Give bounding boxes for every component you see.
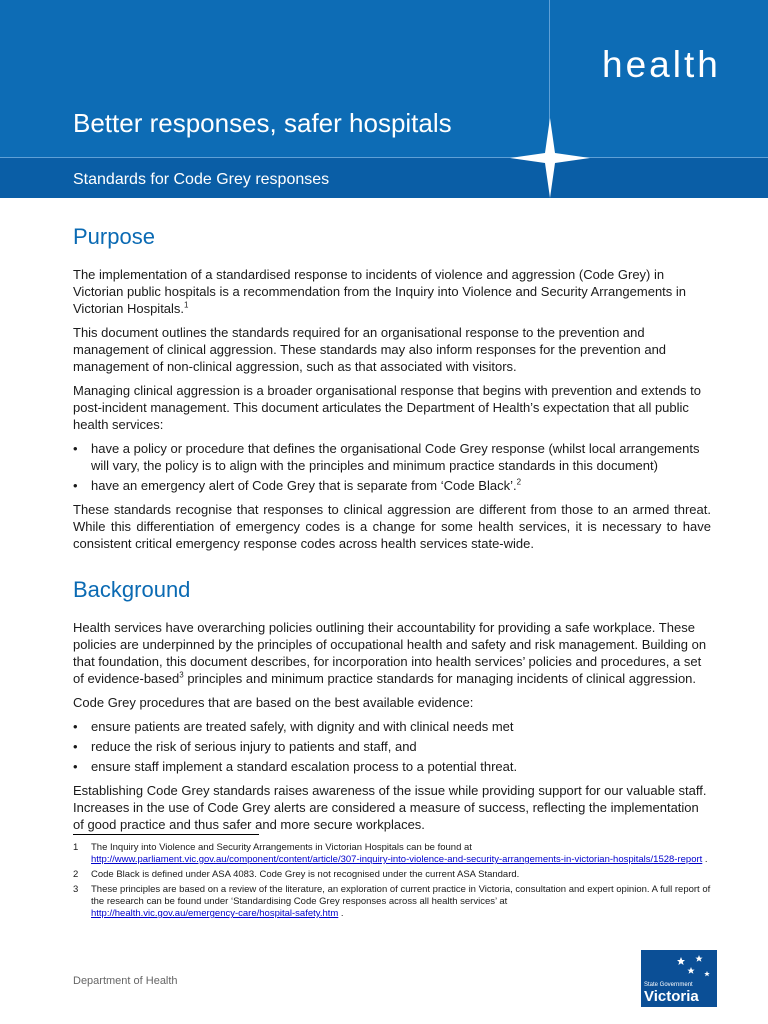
main-content [73,220,711,840]
document-title: Better responses, safer hospitals [73,108,452,138]
footnote-2: 2 Code Black is defined under ASA 4083. Code Grey is not recognised under the current ASA Standard. [73,869,520,880]
list-item: • reduce the risk of serious injury to patients and staff, and [73,738,711,755]
background-list [73,718,711,775]
footnote-1: 1 The Inquiry into Violence and Security Arrangements in Victorian Hospitals can be found at http://www.parliament.vic.gov.au/component/content/article/307-inquiry-into-violence-and-security-arrangements-in-victorian-hospitals/1528-report . [73,842,708,865]
footnote-3: 3 These principles are based on a review of the literature, an exploration of current practice in Victoria, consultation and expert opinion. A full report of the research can be found under ‘Standardising Code Grey responses across all health services’ at http://health.vic.gov.au/emergency-care/hospital-safety.htm . [73,884,711,919]
list-item: • have an emergency alert of Code Grey that is separate from ‘Code Black’.$^2$ [73,477,711,494]
footnotes [73,842,711,923]
purpose-paragraph-2: This document outlines the standards required for an organisational response to the prevention and management of clinical aggression. These standards may also inform responses for the prevention and management of non-clinical aggression, such as that associated with visitors. [73,325,667,374]
star-sparkle-icon [510,118,590,198]
purpose-paragraph-3: Managing clinical aggression is a broader organisational response that begins with prevention and extends to post-incident management. This document articulates the Department of Health’s expectation that all public health services: [73,383,702,432]
list-item: • ensure staff implement a standard escalation process to a potential threat. [73,758,711,775]
footer-department: Department of Health [73,975,178,987]
footnote-3-link[interactable]: http://health.vic.gov.au/emergency-care/hospital-safety.htm [91,908,339,919]
victoria-logo [641,950,717,1007]
purpose-paragraph-1: The implementation of a standardised response to incidents of violence and aggression (Code Grey) in Victorian public hospitals is a recommendation from the Inquiry into Violence and Security Arrangements in Victorian Hospitals.$^1$ [73,267,687,316]
purpose-heading: Purpose [73,224,155,249]
southern-cross-icon [671,953,715,983]
list-item: • have a policy or procedure that defines the organisational Code Grey response (whilst local arrangements will vary, the policy is to align with the principles and minimum practice standards in this document) [73,440,711,474]
logo-victoria: Victoria [644,988,699,1005]
banner-line [0,157,768,158]
logo-state-government: State Government [644,982,693,988]
document-subtitle: Standards for Code Grey responses [73,171,330,188]
purpose-paragraph-4: These standards recognise that responses to clinical aggression are different from those to an armed threat. While this differentiation of emergency codes is a change for some health services, it is necessary to have consistent critical emergency response codes across health services state-wide. [73,502,711,551]
purpose-list [73,440,711,494]
background-paragraph-3: Establishing Code Grey standards raises awareness of the issue while providing support for our valuable staff. Increases in the use of Code Grey alerts are considered a measure of success, reflecting the implementation of good practice and thus safer and more secure workplaces. [73,783,707,832]
background-heading: Background [73,577,191,602]
footnote-rule [73,834,259,835]
background-paragraph-1: Health services have overarching policies outlining their accountability for providing a safe workplace. These policies are underpinned by the principles of occupational health and safety and risk management. Building on that foundation, this document describes, for incorporation into health services’ policies and procedures, a set of evidence-based$^3$ principles and minimum practice standards for managing incidents of clinical aggression. [73,620,707,686]
header-banner [0,0,768,198]
footnote-1-link[interactable]: http://www.parliament.vic.gov.au/component/content/article/307-inquiry-into-violence-and-security-arrangements-in-victorian-hospitals/1528-report [91,854,703,865]
background-paragraph-2: Code Grey procedures that are based on the best available evidence: [73,695,474,710]
list-item: • ensure patients are treated safely, with dignity and with clinical needs met [73,718,711,735]
brand-wordmark: health [602,44,721,85]
